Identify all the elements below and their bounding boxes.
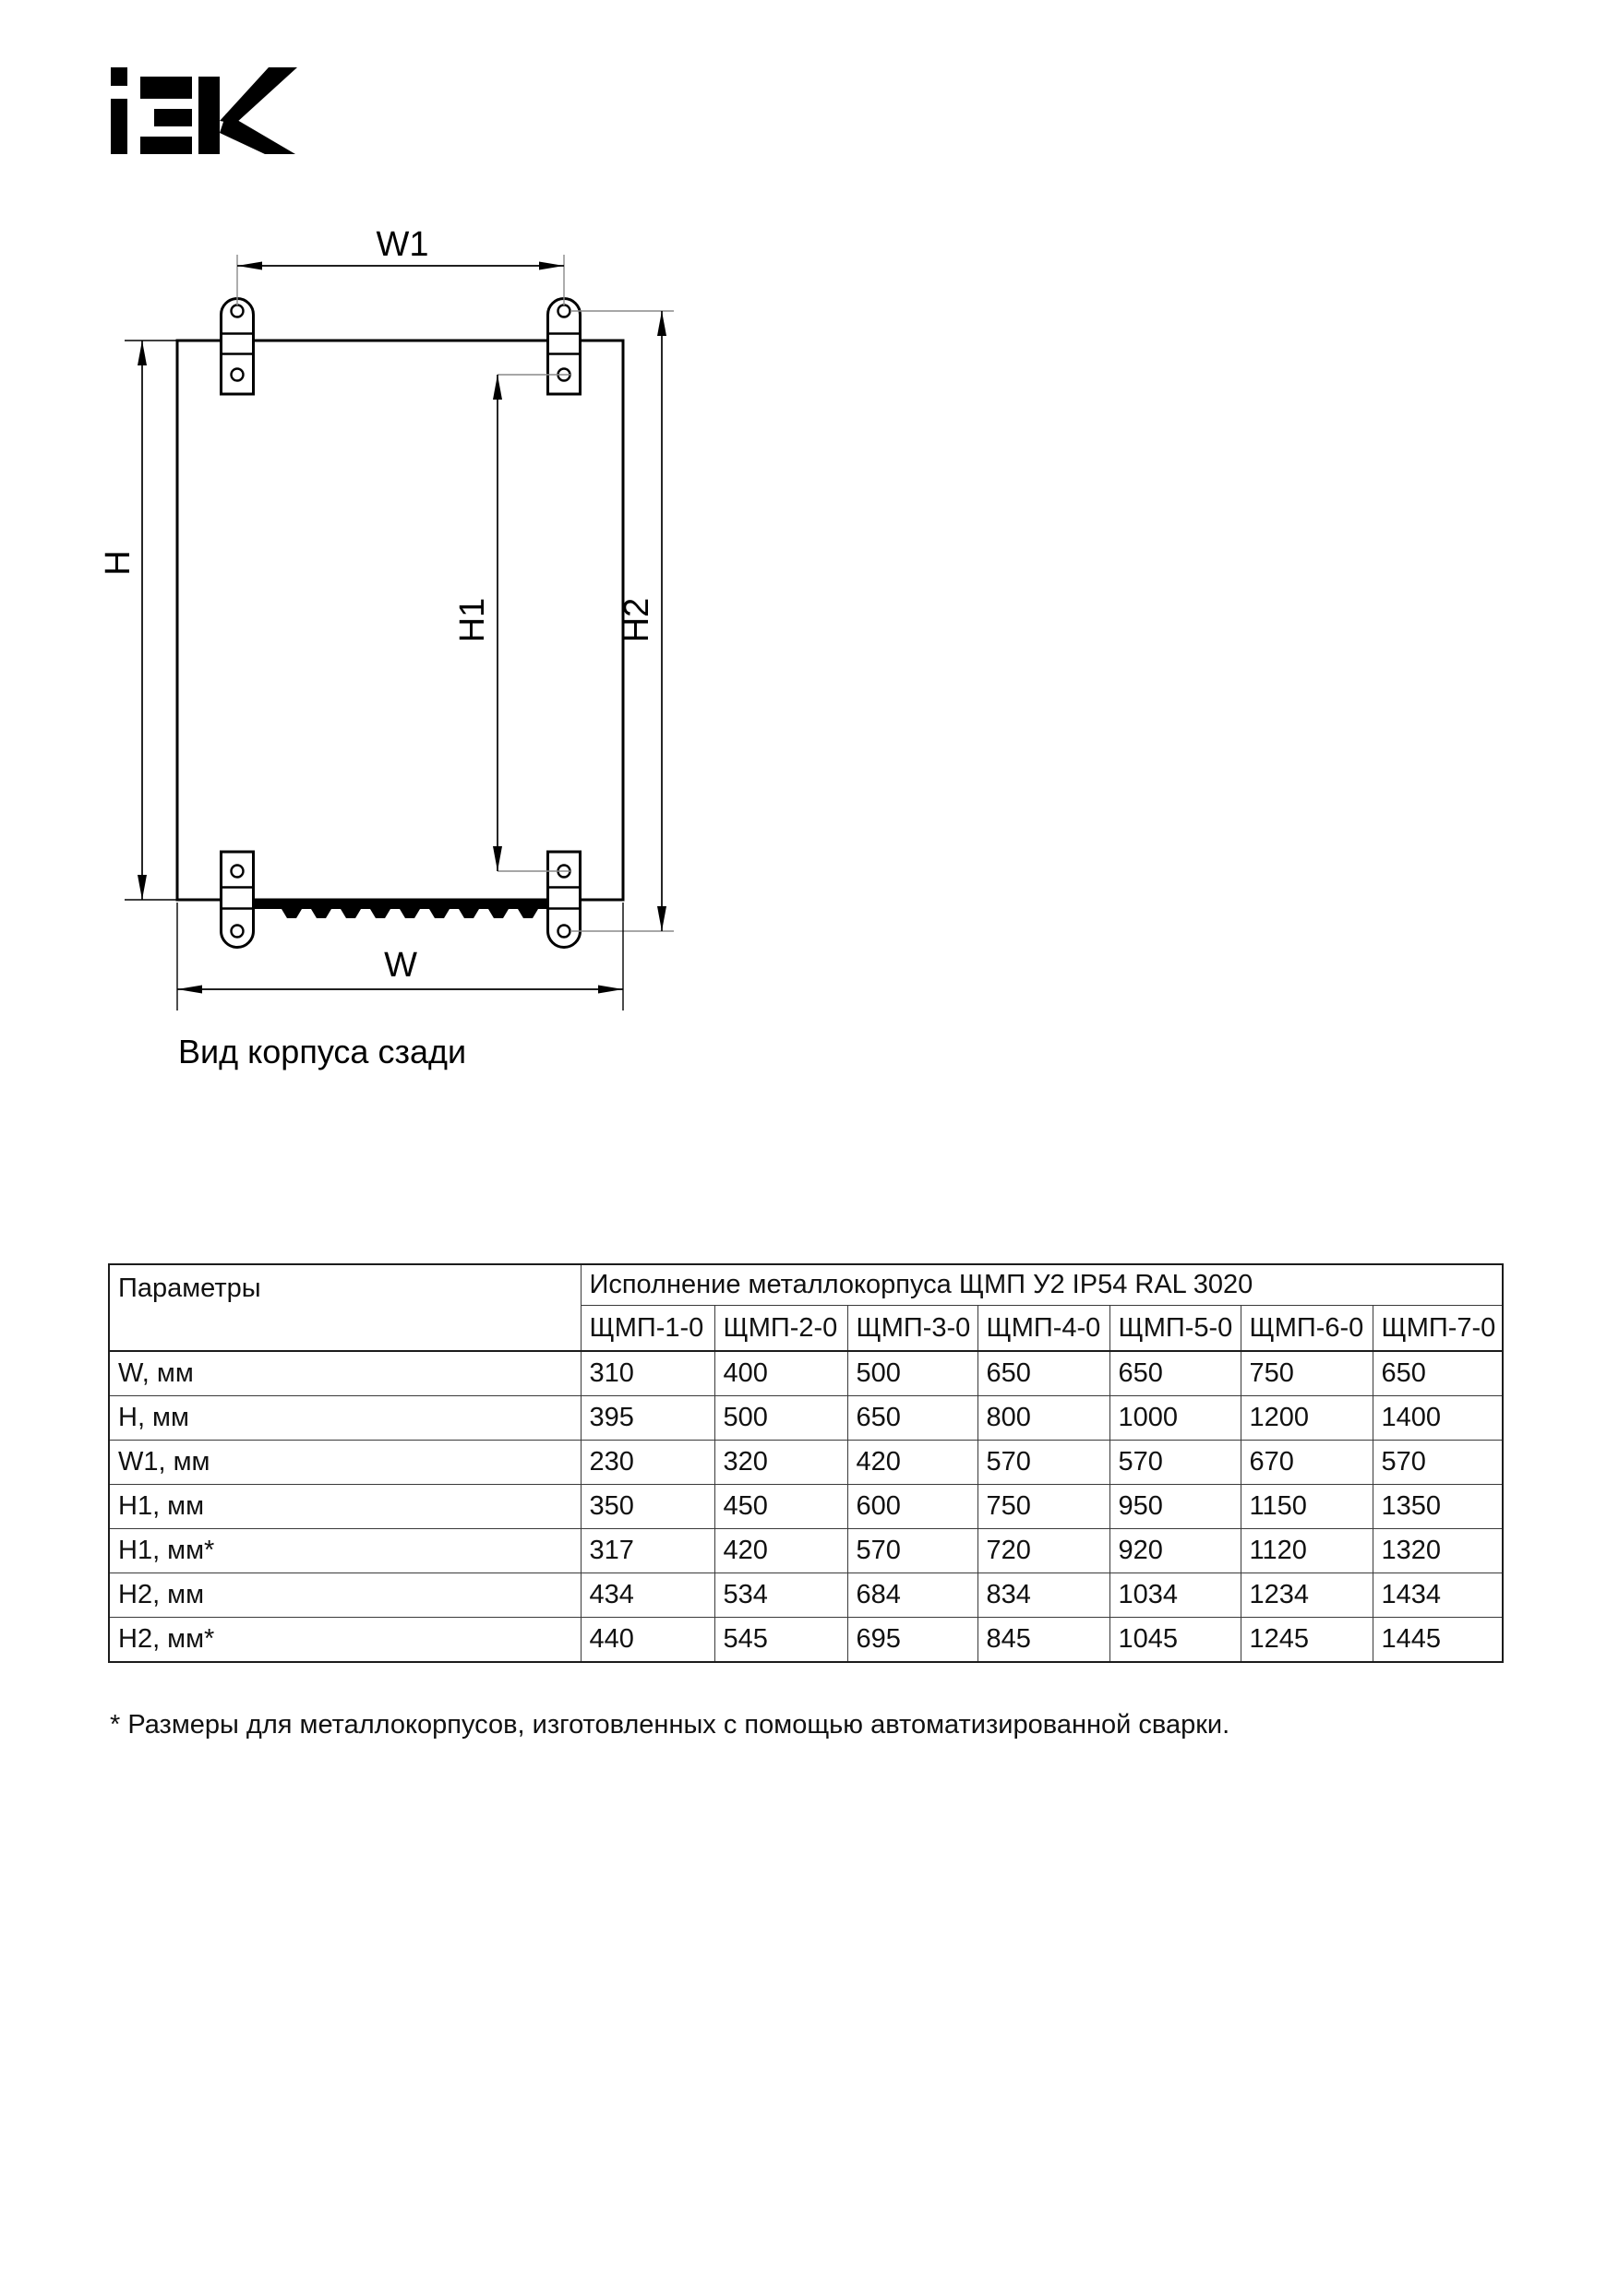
cell-value: 1234 (1241, 1573, 1373, 1618)
cell-value: 845 (977, 1618, 1109, 1663)
row-label: H1, мм (109, 1485, 581, 1529)
cell-value: 534 (714, 1573, 847, 1618)
table-row (109, 1618, 1503, 1663)
w1-label: W1 (376, 225, 429, 264)
table-row (109, 1573, 1503, 1618)
model-column-header: ЩМП-7-0 (1373, 1306, 1503, 1352)
table-row (109, 1485, 1503, 1529)
w-label: W (384, 946, 417, 985)
cell-value: 395 (581, 1396, 714, 1441)
cell-value: 570 (977, 1441, 1109, 1485)
cell-value: 650 (1109, 1351, 1241, 1396)
row-label: H, мм (109, 1396, 581, 1441)
param-header-cell: Параметры (109, 1264, 581, 1351)
iek-logo-glyphs (111, 67, 297, 154)
cell-value: 350 (581, 1485, 714, 1529)
cell-value: 950 (1109, 1485, 1241, 1529)
table-row (109, 1351, 1503, 1396)
spec-table (108, 1263, 1504, 1663)
cell-value: 1034 (1109, 1573, 1241, 1618)
group-header-cell: Исполнение металлокорпуса ЩМП У2 IP54 RAL 3020 (581, 1264, 1503, 1306)
cell-value: 570 (847, 1529, 977, 1573)
cell-value: 420 (714, 1529, 847, 1573)
cell-value: 500 (847, 1351, 977, 1396)
h1-label: H1 (453, 597, 492, 643)
cell-value: 1200 (1241, 1396, 1373, 1441)
iek-logo (102, 60, 305, 161)
cell-value: 650 (977, 1351, 1109, 1396)
drawing-caption: Вид корпуса сзади (178, 1033, 467, 1070)
enclosure-rear-view-drawing (92, 221, 702, 1089)
cell-value: 320 (714, 1441, 847, 1485)
cell-value: 1150 (1241, 1485, 1373, 1529)
model-column-header: ЩМП-2-0 (714, 1306, 847, 1352)
cell-value: 750 (977, 1485, 1109, 1529)
footnote: * Размеры для металлокорпусов, изготовленных с помощью автоматизированной сварки. (110, 1710, 1230, 1740)
bracket-bottom-right (548, 852, 581, 948)
cell-value: 1120 (1241, 1529, 1373, 1573)
cell-value: 400 (714, 1351, 847, 1396)
cell-value: 695 (847, 1618, 977, 1663)
row-label: H2, мм (109, 1573, 581, 1618)
cell-value: 440 (581, 1618, 714, 1663)
row-label: H1, мм* (109, 1529, 581, 1573)
cell-value: 317 (581, 1529, 714, 1573)
cell-value: 720 (977, 1529, 1109, 1573)
cell-value: 434 (581, 1573, 714, 1618)
cell-value: 920 (1109, 1529, 1241, 1573)
cell-value: 1445 (1373, 1618, 1503, 1663)
cell-value: 230 (581, 1441, 714, 1485)
cell-value: 545 (714, 1618, 847, 1663)
cell-value: 1000 (1109, 1396, 1241, 1441)
model-column-header: ЩМП-5-0 (1109, 1306, 1241, 1352)
bracket-top-right (548, 299, 581, 395)
table-row (109, 1529, 1503, 1573)
bracket-top-left (222, 299, 254, 395)
model-column-header: ЩМП-4-0 (977, 1306, 1109, 1352)
cell-value: 1400 (1373, 1396, 1503, 1441)
table-row (109, 1441, 1503, 1485)
model-column-header: ЩМП-6-0 (1241, 1306, 1373, 1352)
cell-value: 750 (1241, 1351, 1373, 1396)
model-column-header: ЩМП-3-0 (847, 1306, 977, 1352)
row-label: W, мм (109, 1351, 581, 1396)
cell-value: 1350 (1373, 1485, 1503, 1529)
cell-value: 570 (1373, 1441, 1503, 1485)
cell-value: 834 (977, 1573, 1109, 1618)
cell-value: 600 (847, 1485, 977, 1529)
cell-value: 1045 (1109, 1618, 1241, 1663)
cell-value: 310 (581, 1351, 714, 1396)
cell-value: 1434 (1373, 1573, 1503, 1618)
row-label: W1, мм (109, 1441, 581, 1485)
cell-value: 800 (977, 1396, 1109, 1441)
cell-value: 570 (1109, 1441, 1241, 1485)
model-column-header: ЩМП-1-0 (581, 1306, 714, 1352)
cell-value: 650 (1373, 1351, 1503, 1396)
h2-label: H2 (618, 597, 656, 643)
dimension-w1 (237, 225, 564, 305)
table-row (109, 1396, 1503, 1441)
cell-value: 670 (1241, 1441, 1373, 1485)
cell-value: 684 (847, 1573, 977, 1618)
row-label: H2, мм* (109, 1618, 581, 1663)
enclosure-body (177, 341, 623, 900)
serrated-strip (254, 900, 547, 918)
cell-value: 1320 (1373, 1529, 1503, 1573)
cell-value: 1245 (1241, 1618, 1373, 1663)
cell-value: 500 (714, 1396, 847, 1441)
cell-value: 420 (847, 1441, 977, 1485)
cell-value: 650 (847, 1396, 977, 1441)
bracket-bottom-left (222, 852, 254, 948)
cell-value: 450 (714, 1485, 847, 1529)
dimension-h (99, 341, 177, 900)
h-label: H (99, 550, 138, 576)
